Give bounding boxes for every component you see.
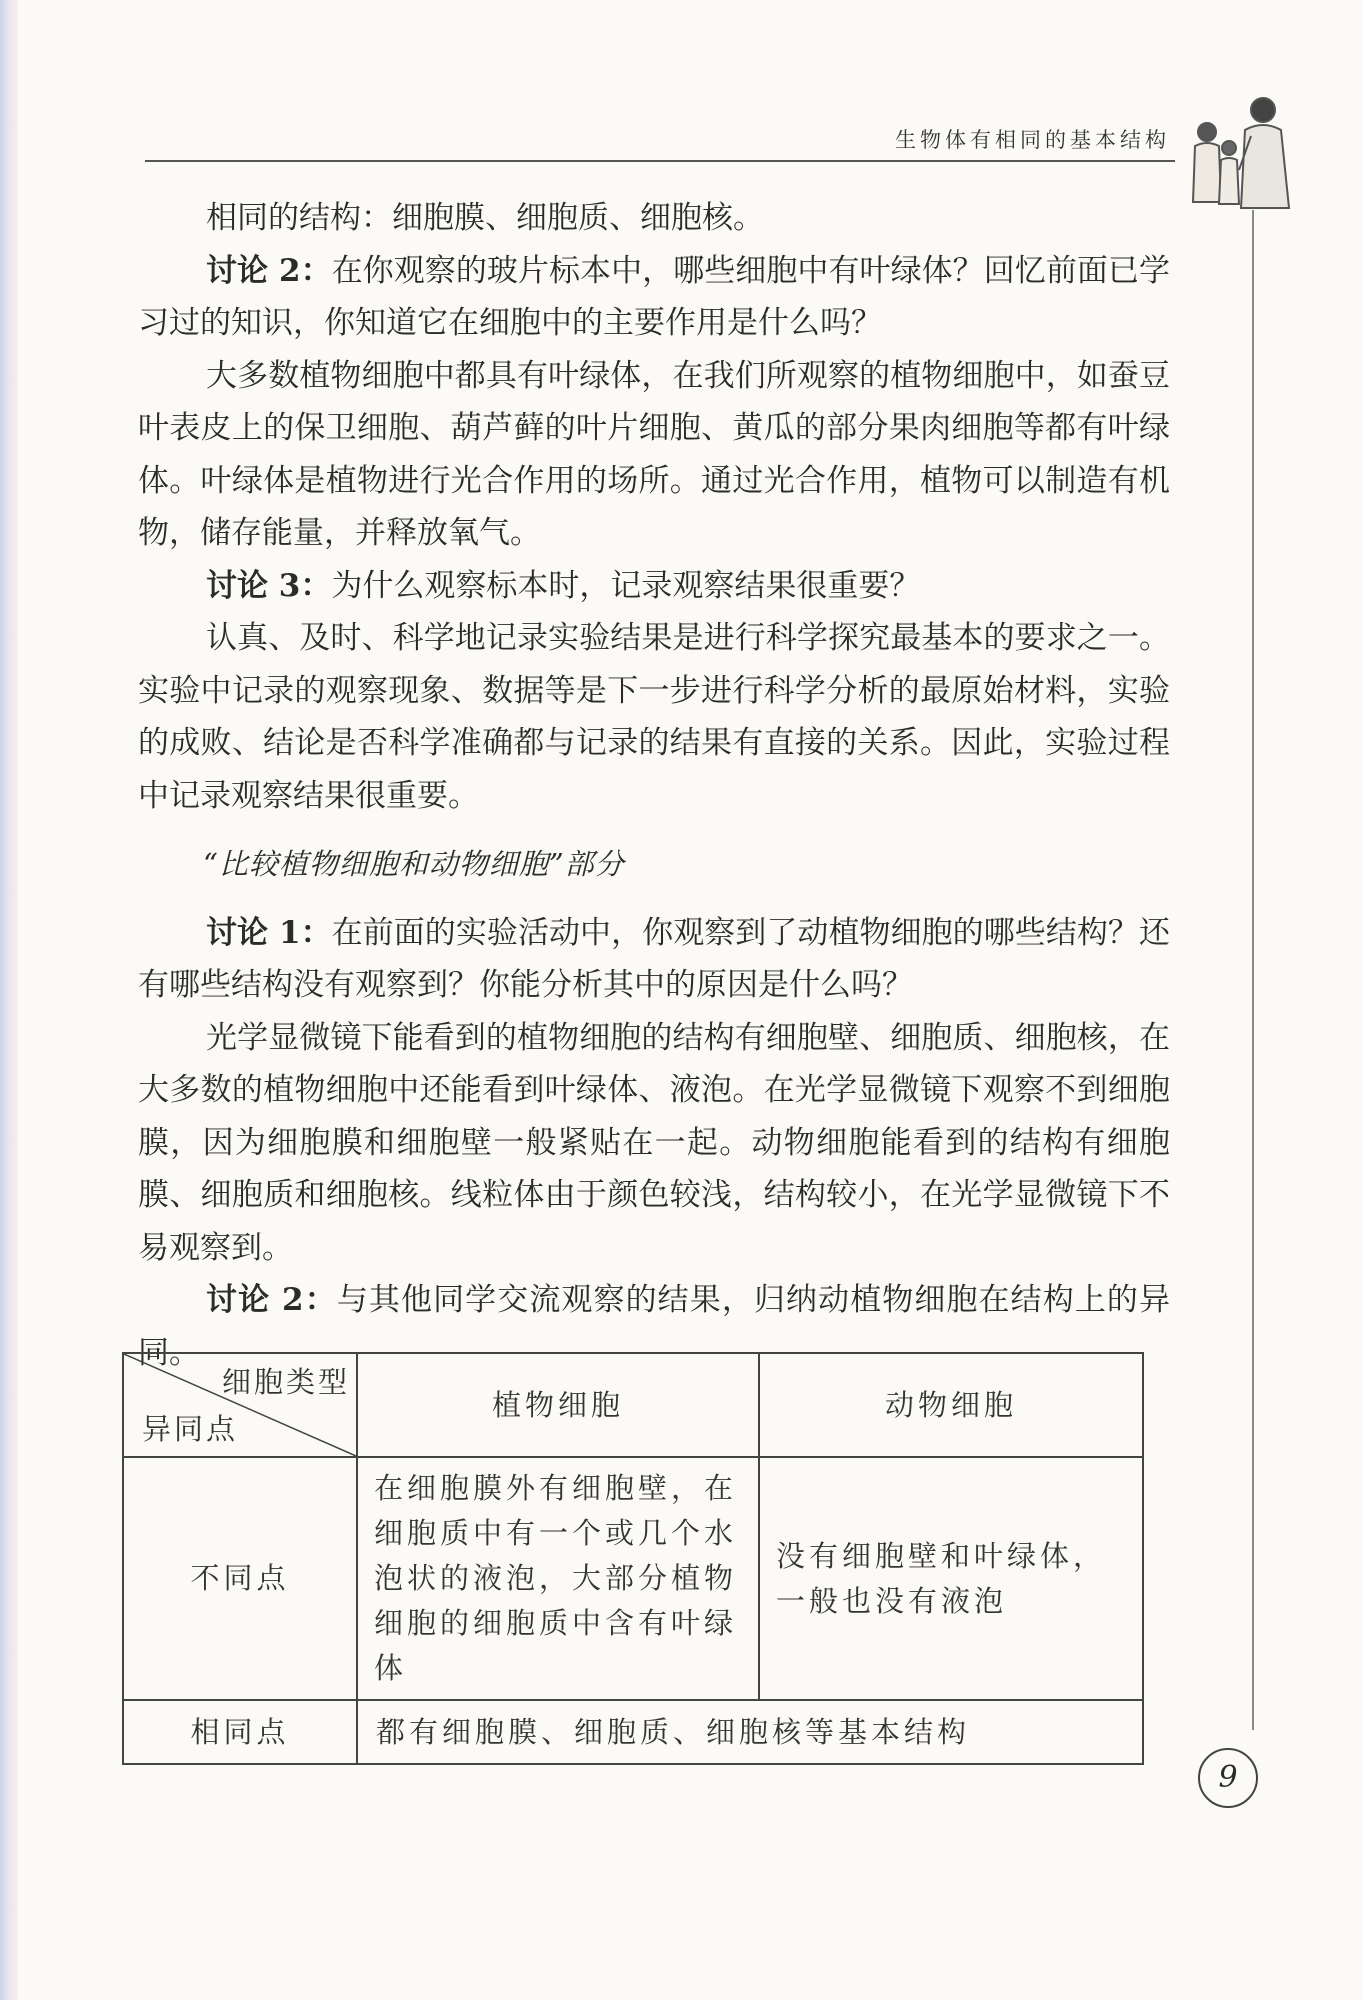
discussion-text: 在前面的实验活动中，你观察到了动植物细胞的哪些结构？还有哪些结构没有观察到？你能分析其中的原因是什么吗？ — [138, 914, 1170, 1003]
running-header-title: 生物体有相同的基本结构 — [895, 128, 1170, 152]
page-number: 9 — [1198, 1748, 1258, 1808]
plant-difference-cell: 在细胞膜外有细胞壁，在细胞质中有一个或几个水泡状的液泡，大部分植物细胞的细胞质中含有叶绿体 — [357, 1457, 759, 1700]
discussion-label: 讨论 3： — [206, 567, 332, 604]
page-edge-shadow — [0, 0, 18, 2000]
teacher-students-illustration — [1185, 90, 1305, 210]
discussion-label: 讨论 2： — [206, 1282, 337, 1318]
paragraph-answer: 大多数植物细胞中都具有叶绿体，在我们所观察的植物细胞中，如蚕豆叶表皮上的保卫细胞、葫芦藓的叶片细胞、黄瓜的部分果肉细胞等都有叶绿体。叶绿体是植物进行光合作用的场所。通过光合作用，植物可以制造有机物，储存能量，并释放氧气。 — [138, 357, 1170, 551]
table-corner-cell — [123, 1353, 357, 1457]
discussion-question — [138, 560, 1170, 613]
right-margin-rule — [1252, 210, 1254, 1730]
section-title: “比较植物细胞和动物细胞”部分 — [203, 847, 625, 881]
discussion-text: 为什么观察标本时，记录观察结果很重要？ — [331, 567, 921, 604]
row-header-difference: 不同点 — [123, 1457, 357, 1700]
corner-label-cell-type: 细胞类型 — [221, 1365, 350, 1399]
paragraph-answer: 光学显微镜下能看到的植物细胞的结构有细胞壁、细胞质、细胞核，在大多数的植物细胞中还能看到叶绿体、液泡。在光学显微镜下观察不到细胞膜，因为细胞膜和细胞壁一般紧贴在一起。动物细胞能看到的结构有细胞膜、细胞质和细胞核。线粒体由于颜色较浅，结构较小，在光学显微镜下不易观察到。 — [138, 1019, 1170, 1266]
discussion-text: 在你观察的玻片标本中，哪些细胞中有叶绿体？回忆前面已学习过的知识，你知道它在细胞中的主要作用是什么吗？ — [138, 252, 1170, 341]
discussion-text: 与其他同学交流观察的结果，归纳动植物细胞在结构上的异同。 — [138, 1282, 1170, 1371]
paragraph-same-structure: 相同的结构：细胞膜、细胞质、细胞核。 — [206, 200, 764, 236]
discussion-label: 讨论 1： — [206, 914, 332, 951]
corner-label-diff-same: 异同点 — [142, 1412, 239, 1446]
row-header-similarity: 相同点 — [123, 1700, 357, 1764]
similarity-cell: 都有细胞膜、细胞质、细胞核等基本结构 — [357, 1700, 1143, 1764]
discussion-question — [138, 907, 1170, 1012]
main-text — [138, 192, 1170, 1379]
discussion-question — [138, 245, 1170, 350]
paragraph-answer: 认真、及时、科学地记录实验结果是进行科学探究最基本的要求之一。实验中记录的观察现象、数据等是下一步进行科学分析的最原始材料，实验的成败、结论是否科学准确都与记录的结果有直接的关系。因此，实验过程中记录观察结果很重要。 — [138, 620, 1170, 814]
column-header-plant: 植物细胞 — [357, 1353, 759, 1457]
discussion-label: 讨论 2： — [206, 252, 332, 289]
column-header-animal: 动物细胞 — [759, 1353, 1143, 1457]
header-rule — [145, 160, 1175, 162]
animal-difference-cell: 没有细胞壁和叶绿体，一般也没有液泡 — [759, 1457, 1143, 1700]
cell-comparison-table — [122, 1352, 1144, 1765]
